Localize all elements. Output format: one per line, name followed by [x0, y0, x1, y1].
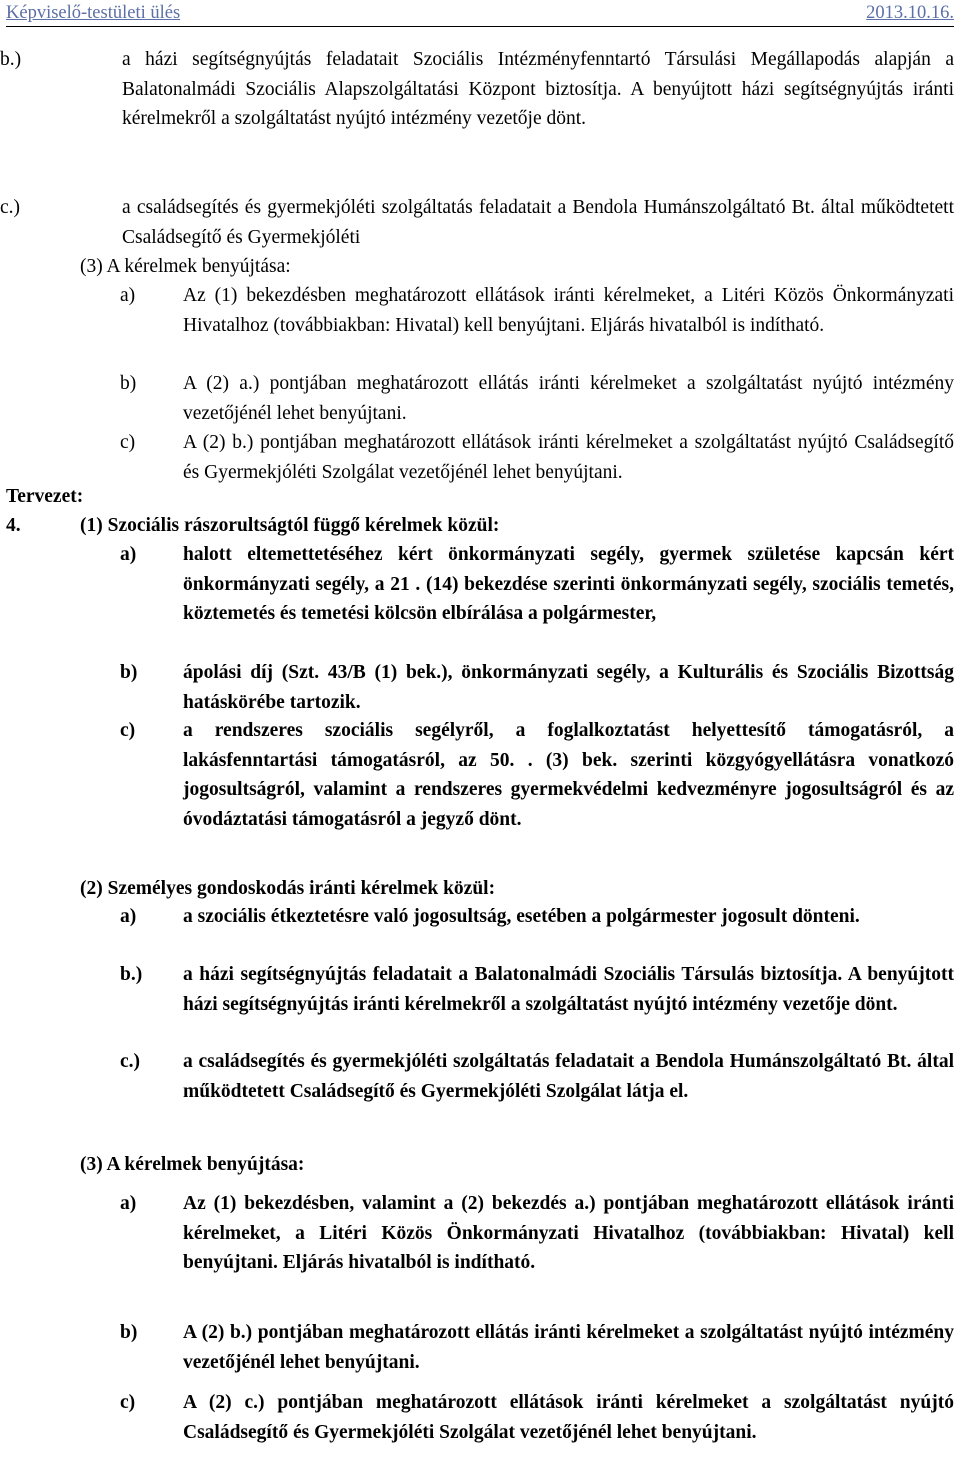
item-text: A (2) a.) pontjában meghatározott ellátás iránti kérelmeket a szolgáltatást nyújtó intézmény vezetőjénél lehet benyújtani.	[183, 373, 954, 424]
draft-p1-item-b	[120, 658, 954, 717]
item-label: b)	[120, 662, 138, 683]
current-item-b	[0, 45, 954, 134]
header-title[interactable]: Képviselő-testületi ülés	[6, 3, 181, 23]
draft-p3-item-c	[120, 1388, 954, 1447]
current-p3-item-c	[120, 428, 954, 487]
page-header	[6, 0, 954, 27]
draft-label: Tervezet:	[6, 486, 84, 507]
current-p3-item-b	[120, 369, 954, 428]
draft-p1-item-a	[120, 540, 954, 629]
section-number: 4.	[6, 515, 21, 536]
draft-p3-item-b	[120, 1318, 954, 1377]
item-text: A (2) b.) pontjában meghatározott ellátás iránti kérelmeket a szolgáltatást nyújtó intézmény vezetőjénél lehet benyújtani.	[183, 1322, 954, 1373]
item-text: a rendszeres szociális segélyről, a foglalkoztatást helyettesítő támogatásról, a lakásfenntartási támogatásról, az 50. . (3) bek. szerinti közgyógyellátásra vonatkozó jogosultságról, valamint a rendszeres gyermekvédelmi kedvezményre jogosultságról és az óvodáztatási támogatásról a jegyző dönt.	[183, 720, 954, 830]
item-label: a)	[120, 285, 136, 306]
draft-p2-heading: (2) Személyes gondoskodás iránti kérelmek közül:	[80, 878, 496, 899]
item-label: a)	[120, 544, 137, 565]
item-label: c.)	[120, 1051, 141, 1072]
item-text: A (2) c.) pontjában meghatározott ellátások iránti kérelmeket a szolgáltatást nyújtó Családsegítő és Gyermekjóléti Szolgálat vezetőjénél lehet benyújtani.	[183, 1392, 954, 1443]
draft-p3-item-a	[120, 1189, 954, 1278]
draft-p1-item-c	[120, 716, 954, 834]
item-text: a családsegítés és gyermekjóléti szolgáltatás feladatait a Bendola Humánszolgáltató Bt. által működtetett Családsegítő és Gyermekjóléti Szolgálat látja el.	[183, 1051, 954, 1102]
item-label: b)	[120, 1322, 138, 1343]
current-item-c	[0, 193, 954, 252]
item-text: A (2) b.) pontjában meghatározott ellátások iránti kérelmeket a szolgáltatást nyújtó Családsegítő és Gyermekjóléti Szolgálat vezetőjénél lehet benyújtani.	[183, 432, 954, 483]
item-text: a házi segítségnyújtás feladatait a Balatonalmádi Szociális Társulás biztosítja. A benyújtott házi segítségnyújtás iránti kérelmekről a szolgáltatást nyújtó intézmény vezetője dönt.	[183, 964, 954, 1015]
item-label: a)	[120, 906, 137, 927]
item-text: a szociális étkeztetésre való jogosultság, esetében a polgármester jogosult dönteni.	[183, 906, 860, 927]
draft-p2-item-c	[120, 1047, 954, 1106]
item-text: ápolási díj (Szt. 43/B (1) bek.), önkormányzati segély, a Kulturális és Szociális Bizottság hatáskörébe tartozik.	[183, 662, 954, 713]
header-date[interactable]: 2013.10.16.	[866, 3, 954, 23]
item-label: c)	[120, 720, 136, 741]
item-label: a)	[120, 1193, 137, 1214]
draft-p3-heading: (3) A kérelmek benyújtása:	[80, 1154, 305, 1175]
item-text: a családsegítés és gyermekjóléti szolgáltatás feladatait a Bendola Humánszolgáltató Bt. által működtetett Családsegítő és Gyermekjóléti	[122, 197, 954, 248]
item-label: c)	[120, 1392, 136, 1413]
item-label: b.)	[120, 964, 143, 985]
draft-p2-item-b	[120, 960, 954, 1019]
item-label: c)	[120, 432, 136, 453]
current-p3-heading: (3) A kérelmek benyújtása:	[80, 256, 291, 277]
draft-p2-item-a	[120, 902, 954, 932]
item-text: halott eltemettetéséhez kért önkormányzati segély, gyermek születése kapcsán kért önkormányzati segély, a 21 . (14) bekezdése szerinti önkormányzati segély, szociális temetés, köztemetés és temetési kölcsön elbírálása a polgármester,	[183, 544, 954, 624]
current-p3-item-a	[120, 281, 954, 340]
item-text: Az (1) bekezdésben, valamint a (2) bekezdés a.) pontjában meghatározott ellátások iránti kérelmeket, a Litéri Közös Önkormányzati Hivatalhoz (továbbiakban: Hivatal) kell benyújtani. Eljárás hivatalból is indítható.	[183, 1193, 954, 1273]
item-label: c.)	[0, 197, 21, 218]
item-label: b)	[120, 373, 137, 394]
item-text: a házi segítségnyújtás feladatait Szociális Intézményfenntartó Társulási Megállapodás alapján a Balatonalmádi Szociális Alapszolgáltatási Központ biztosítja. A benyújtott házi segítségnyújtás iránti kérelmekről a szolgáltatást nyújtó intézmény vezetője dönt.	[122, 49, 954, 129]
item-label: b.)	[0, 49, 22, 70]
item-text: Az (1) bekezdésben meghatározott ellátások iránti kérelmeket, a Litéri Közös Önkormányzati Hivatalhoz (továbbiakban: Hivatal) kell benyújtani. Eljárás hivatalból is indítható.	[183, 285, 954, 336]
draft-p1-heading: (1) Szociális rászorultságtól függő kérelmek közül:	[80, 515, 500, 536]
